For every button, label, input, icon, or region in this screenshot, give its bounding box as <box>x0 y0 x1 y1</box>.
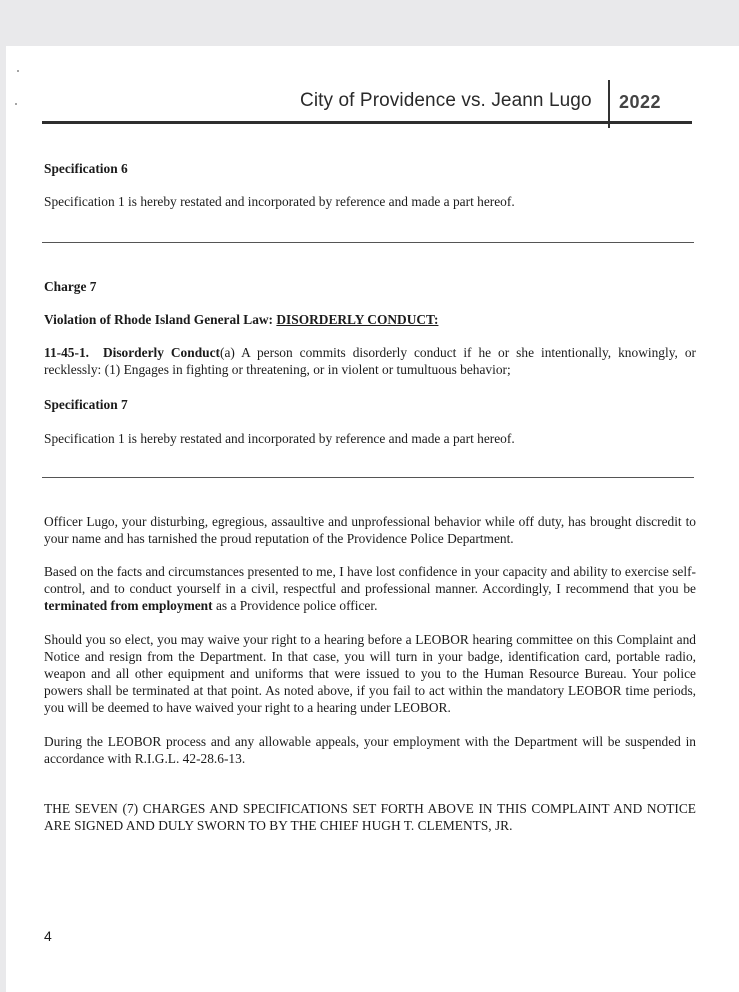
specification-6-text: Specification 1 is hereby restated and incorporated by reference and made a part hereof. <box>44 194 515 209</box>
violation-prefix: Violation of Rhode Island General Law: <box>44 312 277 327</box>
header-rule <box>42 121 692 124</box>
scan-speck <box>17 70 19 72</box>
header-title: City of Providence vs. Jeann Lugo <box>300 90 592 111</box>
statute-number: 11-45-1. <box>44 345 90 360</box>
paragraph-behavior: Officer Lugo, your disturbing, egregious, assaultive and unprofessional behavior while off duty, has brought discredit to your name and has tarnished the proud reputation of the Providence Police Department. <box>44 514 696 546</box>
charge-7-violation <box>44 311 696 328</box>
violation-title: DISORDERLY CONDUCT: <box>276 312 439 327</box>
charge-7-statute <box>44 344 696 378</box>
header-year: 2022 <box>619 92 662 112</box>
statute-text: (a) A person commits disorderly conduct if he or she intentionally, knowingly, or recklessly: (1) Engages in fighting or threatening, or in violent or tumultuous behavior; <box>44 345 696 377</box>
recommendation-end: as a Providence police officer. <box>212 598 378 613</box>
specification-7-heading: Specification 7 <box>44 397 128 412</box>
paragraph-suspension: During the LEOBOR process and any allowable appeals, your employment with the Department will be suspended in accordance with R.I.G.L. 42-28.6-13. <box>44 734 696 766</box>
recommendation-emphasis: terminated from employment <box>44 598 213 613</box>
paragraph-sworn-statement: THE SEVEN (7) CHARGES AND SPECIFICATIONS SET FORTH ABOVE IN THIS COMPLAINT AND NOTICE ARE SIGNED AND DULY SWORN TO BY THE CHIEF HUGH T. CLEMENTS, JR. <box>44 801 696 833</box>
scan-speck <box>15 103 17 105</box>
paragraph-waiver: Should you so elect, you may waive your right to a hearing before a LEOBOR hearing committee on this Complaint and Notice and resign from the Department. In that case, you will turn in your badge, identification card, portable radio, weapon and all other equipment and uniforms that were issued to you to the Human Resource Bureau. Your police powers shall be terminated at that point. As noted above, if you fail to act within the mandatory LEOBOR time periods, you will be deemed to have waived your right to a hearing under LEOBOR. <box>44 632 696 715</box>
specification-7-text: Specification 1 is hereby restated and incorporated by reference and made a part hereof. <box>44 431 515 446</box>
section-divider <box>42 242 694 243</box>
recommendation-text: Based on the facts and circumstances presented to me, I have lost confidence in your capacity and ability to exercise self-control, and to conduct yourself in a civil, respectful and professional manner. Accordingly, I recommend that you be <box>44 564 696 596</box>
page-number: 4 <box>44 928 52 944</box>
section-divider <box>42 477 694 478</box>
charge-7-heading: Charge 7 <box>44 279 97 294</box>
paragraph-recommendation <box>44 563 696 614</box>
statute-name: Disorderly Conduct <box>102 345 220 360</box>
specification-6-heading: Specification 6 <box>44 161 128 176</box>
